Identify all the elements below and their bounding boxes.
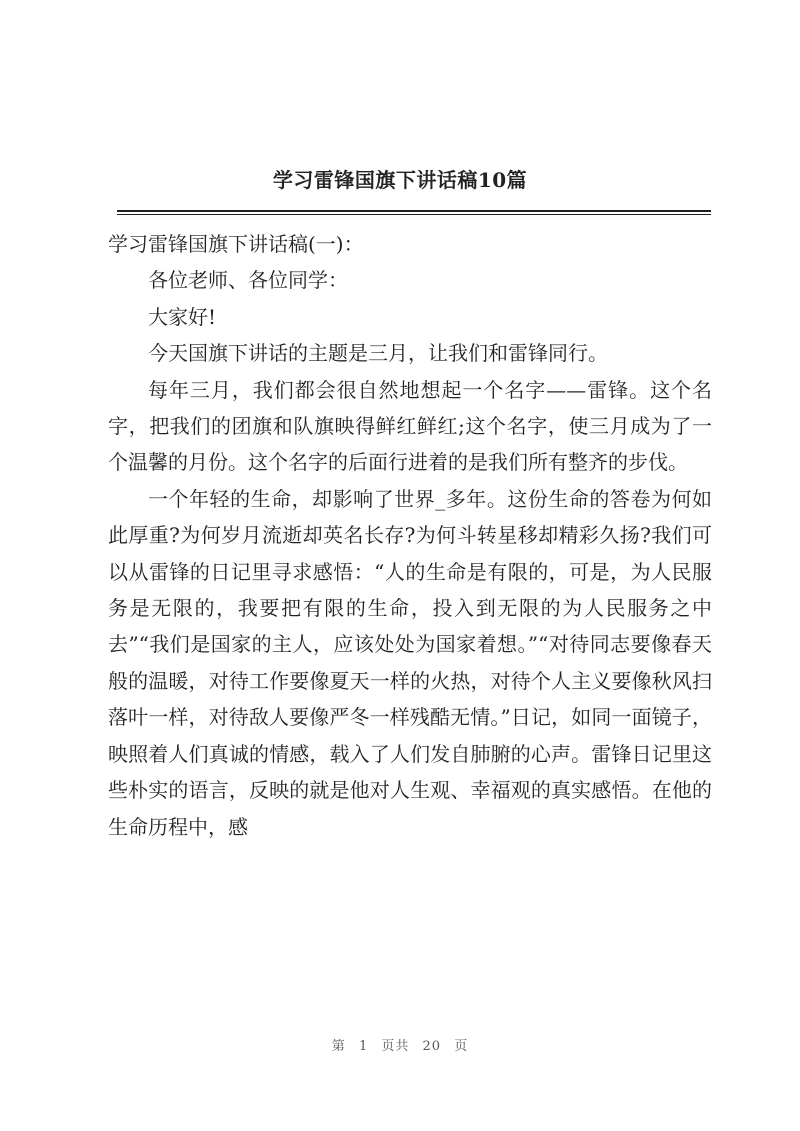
- paragraph-hello: 大家好!: [148, 304, 217, 329]
- footer-suffix: 页: [454, 1039, 469, 1054]
- paragraph-theme: 今天国旗下讲话的主题是三月，让我们和雷锋同行。: [148, 341, 608, 366]
- document-title: 学习雷锋国旗下讲话稿10篇: [272, 168, 528, 192]
- paragraph-diary: 一个年轻的生命，却影响了世界_多年。这份生命的答卷为何如此厚重?为何岁月流逝却英名长存?为何斗转星移却精彩久扬?我们可以从雷锋的日记里寻求感悟：“人的生命是有限的，可是，为人民服务是无限的，我要把有限的生命，投入到无限的为人民服务之中去”“我们是国家的主人，应该处处为国家着想。”“对待同志要像春天般的温暖，对待工作要像夏天一样的火热，对待个人主义要像秋风扫落叶一样，对待敌人要像严冬一样残酷无情。”日记，如同一面镜子，映照着人们真诚的情感，载入了人们发自肺腑的心声。雷锋日记里这些朴实的语言，反映的就是他对人生观、幸福观的真实感悟。在他的生命历程中，感: [108, 486, 712, 839]
- footer-total-pages: 20: [422, 1039, 442, 1054]
- paragraph-march: 每年三月，我们都会很自然地想起一个名字——雷锋。这个名字，把我们的团旗和队旗映得鲜红鲜红;这个名字，使三月成为了一个温馨的月份。这个名字的后面行进着的是我们所有整齐的步伐。: [108, 377, 712, 475]
- section-heading: 学习雷锋国旗下讲话稿(一)：: [108, 232, 364, 256]
- page-footer: [0, 1035, 800, 1054]
- paragraph-greeting: 各位老师、各位同学：: [148, 268, 348, 293]
- document-body: [108, 226, 712, 845]
- title-rule-thick: [117, 210, 711, 212]
- footer-prefix: 第: [331, 1039, 346, 1054]
- title-rule-thin: [117, 214, 711, 215]
- footer-mid: 页共: [381, 1039, 410, 1054]
- footer-current-page: 1: [358, 1039, 369, 1054]
